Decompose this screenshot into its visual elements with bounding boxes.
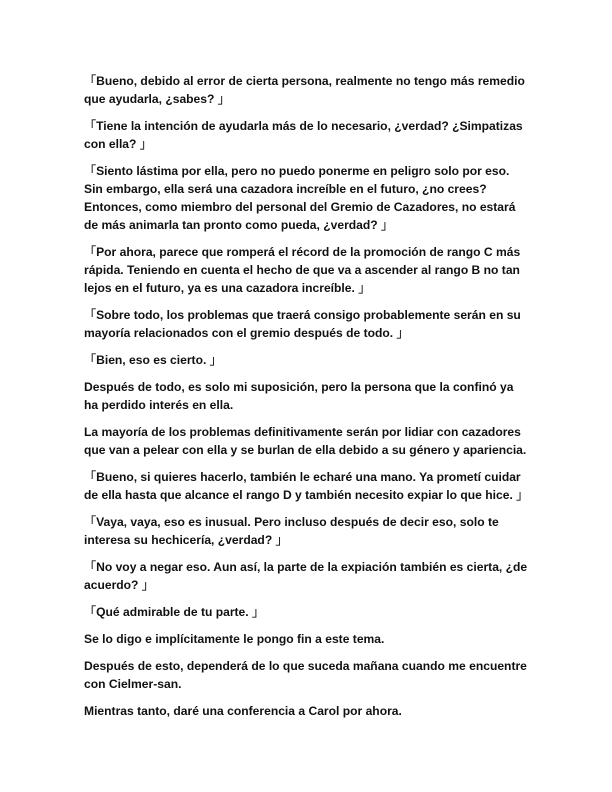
paragraph-4: 「Por ahora, parece que romperá el récord de la promoción de rango C más rápida. Teniendo en cuenta el hecho de que va a ascender al rango B no tan lejos en el futuro, ya es una cazadora increíble. 」 xyxy=(84,245,521,295)
paragraph-3: 「Siento lástima por ella, pero no puedo ponerme en peligro solo por eso. Sin embargo, ella será una cazadora increíble en el futuro, ¿no crees? Entonces, como miembro del personal del Gremio de Cazadores, no estará de más animarla tan pronto como pueda, ¿verdad? 」 xyxy=(84,164,516,232)
paragraph-15: Mientras tanto, daré una conferencia a Carol por ahora. xyxy=(84,704,402,718)
paragraph-1: 「Bueno, debido al error de cierta persona, realmente no tengo más remedio que ayudarla, ¿sabes? 」 xyxy=(84,74,525,106)
paragraph-8: La mayoría de los problemas definitivamente serán por lidiar con cazadores que van a pelear con ella y se burlan de ella debido a su género y apariencia. xyxy=(84,425,527,457)
paragraph-6: 「Bien, eso es cierto. 」 xyxy=(84,353,222,367)
document-body xyxy=(84,72,528,729)
paragraph-13: Se lo digo e implícitamente le pongo fin a este tema. xyxy=(84,632,385,646)
paragraph-14: Después de esto, dependerá de lo que suceda mañana cuando me encuentre con Cielmer-san. xyxy=(84,659,527,691)
paragraph-2: 「Tiene la intención de ayudarla más de lo necesario, ¿verdad? ¿Simpatizas con ella? 」 xyxy=(84,119,523,151)
paragraph-9: 「Bueno, si quieres hacerlo, también le echaré una mano. Ya prometí cuidar de ella hasta que alcance el rango D y también necesito expiar lo que hice. 」 xyxy=(84,470,529,502)
paragraph-10: 「Vaya, vaya, eso es inusual. Pero incluso después de decir eso, solo te interesa su hechicería, ¿verdad? 」 xyxy=(84,515,499,547)
paragraph-12: 「Qué admirable de tu parte. 」 xyxy=(84,605,265,619)
paragraph-7: Después de todo, es solo mi suposición, pero la persona que la confinó ya ha perdido interés en ella. xyxy=(84,380,514,412)
paragraph-11: 「No voy a negar eso. Aun así, la parte de la expiación también es cierta, ¿de acuerdo? 」 xyxy=(84,560,528,592)
paragraph-5: 「Sobre todo, los problemas que traerá consigo probablemente serán en su mayoría relacionados con el gremio después de todo. 」 xyxy=(84,308,521,340)
